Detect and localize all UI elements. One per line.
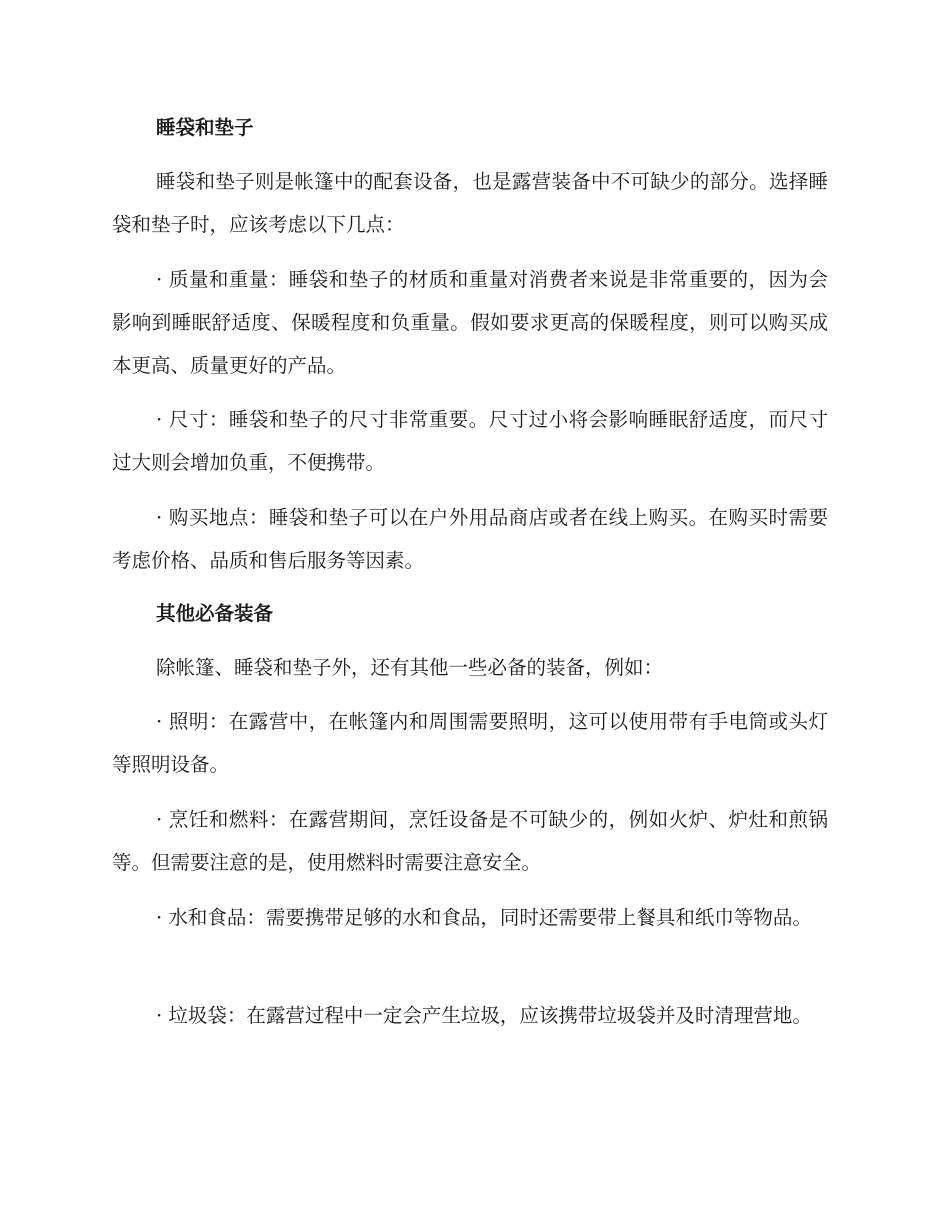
section-heading-other-equipment: 其他必备装备 [156, 602, 274, 625]
list-item-lighting: · 照明：在露营中，在帐篷内和周围需要照明，这可以使用带有手电筒或头灯等照明设备。 [112, 710, 828, 776]
paragraph-intro-other-equipment: 除帐篷、睡袋和垫子外，还有其他一些必备的装备，例如： [156, 656, 664, 679]
list-item-size: · 尺寸：睡袋和垫子的尺寸非常重要。尺寸过小将会影响睡眠舒适度，而尺寸过大则会增加负重，不便携带。 [112, 408, 828, 474]
paragraph-intro-sleeping-bags: 睡袋和垫子则是帐篷中的配套设备，也是露营装备中不可缺少的部分。选择睡袋和垫子时，应该考虑以下几点： [112, 170, 828, 236]
list-item-trash-bags: · 垃圾袋：在露营过程中一定会产生垃圾，应该携带垃圾袋并及时清理营地。 [156, 1004, 812, 1027]
list-item-water-food: · 水和食品：需要携带足够的水和食品，同时还需要带上餐具和纸巾等物品。 [156, 906, 812, 929]
list-item-quality-weight: · 质量和重量：睡袋和垫子的材质和重量对消费者来说是非常重要的，因为会影响到睡眠舒适度、保暖程度和负重量。假如要求更高的保暖程度，则可以购买成本更高、质量更好的产品。 [112, 268, 828, 377]
list-item-cooking-fuel: · 烹饪和燃料：在露营期间，烹饪设备是不可缺少的，例如火炉、炉灶和煎锅等。但需要注意的是，使用燃料时需要注意安全。 [112, 808, 828, 874]
list-item-purchase-location: · 购买地点：睡袋和垫子可以在户外用品商店或者在线上购买。在购买时需要考虑价格、品质和售后服务等因素。 [112, 506, 828, 572]
section-heading-sleeping-bags: 睡袋和垫子 [156, 116, 254, 139]
